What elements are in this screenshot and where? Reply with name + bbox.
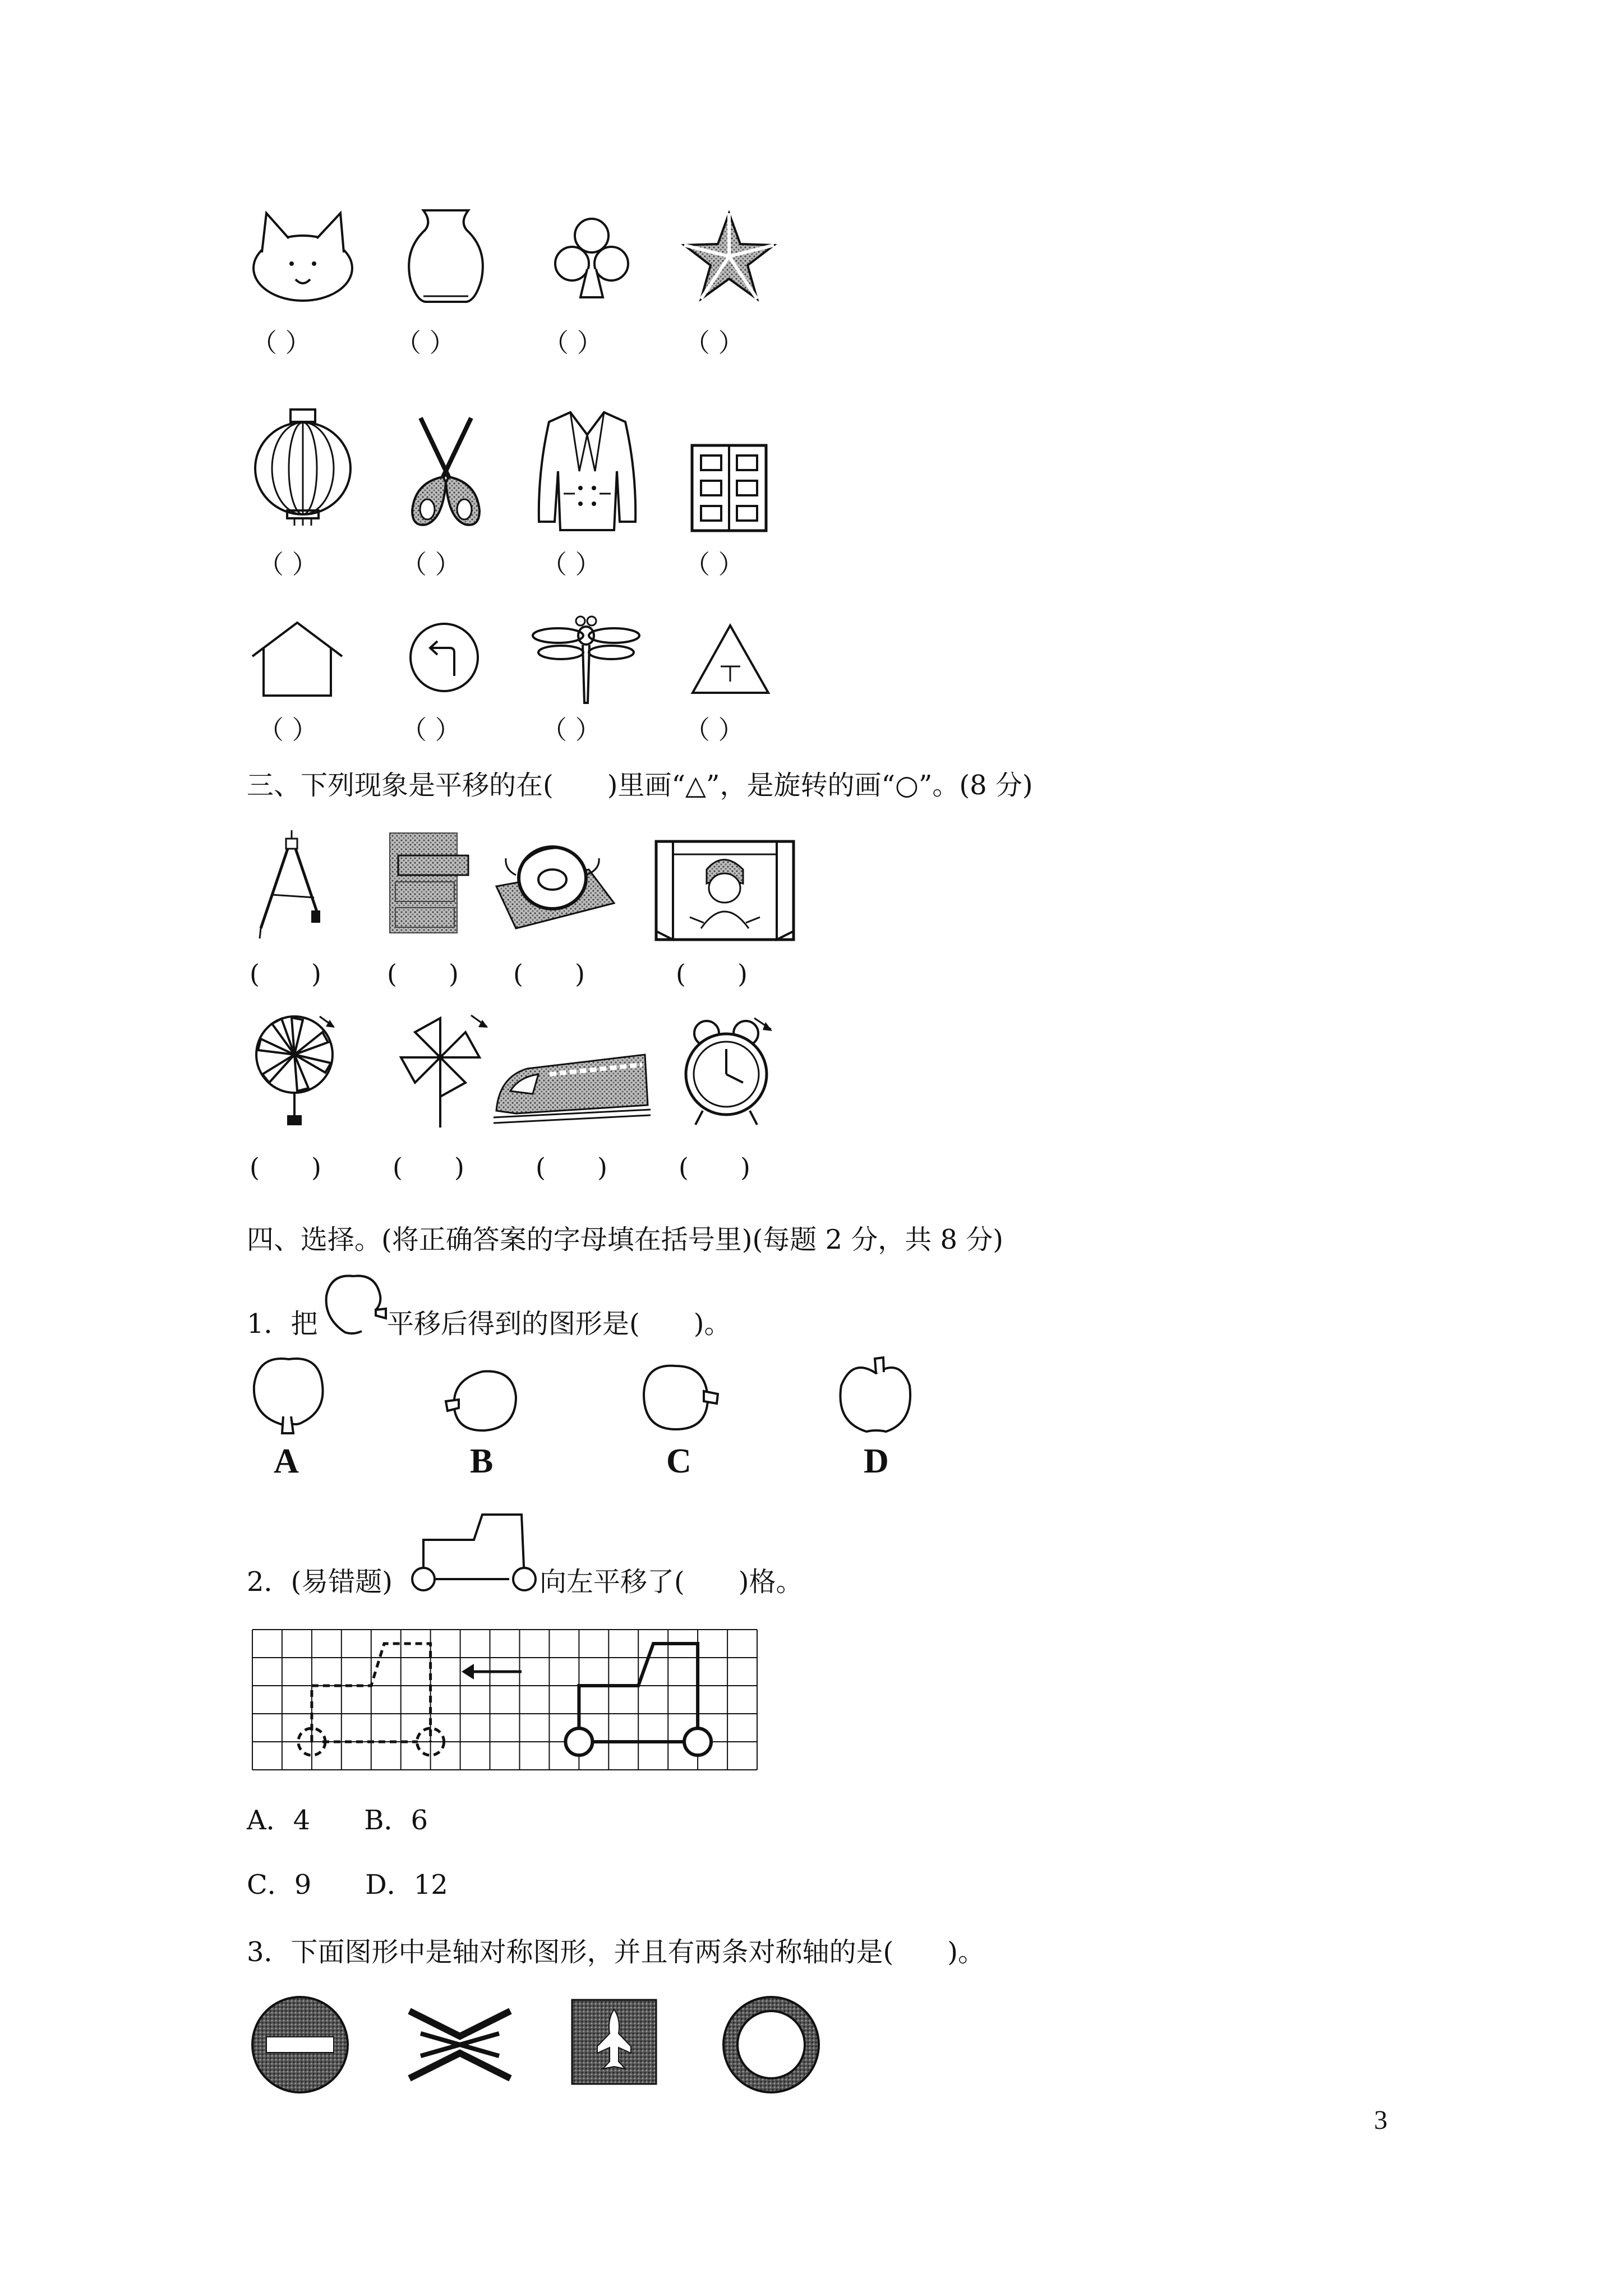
blank[interactable]: ( ) bbox=[536, 1152, 607, 1182]
train-icon bbox=[494, 1043, 651, 1128]
blank[interactable]: （ ） bbox=[684, 549, 744, 579]
blank[interactable]: ( ) bbox=[250, 1152, 321, 1182]
no-entry-sign-icon bbox=[250, 1994, 351, 2095]
pinwheel-star-icon bbox=[681, 210, 777, 303]
item-1-prefix: 1．把 bbox=[247, 1308, 318, 1340]
blank[interactable]: （ ） bbox=[251, 328, 311, 358]
steering-wheel-icon bbox=[494, 836, 617, 931]
item-2-suffix: 向左平移了( )格。 bbox=[540, 1566, 803, 1598]
compass-icon bbox=[255, 827, 328, 940]
fan-icon bbox=[252, 1010, 342, 1128]
ring-sign-icon bbox=[721, 1994, 822, 2095]
drawer-cabinet-icon bbox=[387, 830, 471, 937]
translation-grid bbox=[250, 1627, 763, 1773]
blank[interactable]: （ ） bbox=[401, 715, 461, 745]
blank[interactable]: ( ) bbox=[393, 1152, 464, 1182]
alarm-clock-icon bbox=[681, 1015, 780, 1128]
blank[interactable]: （ ） bbox=[684, 328, 744, 358]
blank[interactable]: ( ) bbox=[679, 1152, 750, 1182]
blank[interactable]: （ ） bbox=[543, 328, 603, 358]
blank[interactable]: ( ) bbox=[250, 959, 321, 989]
item-2-choices-line-1: A．4 B．6 bbox=[247, 1805, 428, 1836]
plane-sign-icon bbox=[569, 1997, 659, 2087]
window-icon bbox=[690, 443, 768, 533]
option-a-label[interactable]: A bbox=[274, 1442, 299, 1480]
scissors-icon bbox=[404, 415, 488, 533]
blank[interactable]: ( ) bbox=[387, 959, 459, 989]
q4-heading: 四、选择。(将正确答案的字母填在括号里)(每题 2 分，共 8 分) bbox=[247, 1224, 1004, 1255]
club-icon bbox=[552, 213, 631, 303]
option-c-apple bbox=[639, 1363, 721, 1433]
blank[interactable]: （ ） bbox=[258, 549, 318, 579]
dragonfly-icon bbox=[530, 614, 642, 707]
option-b-label[interactable]: B bbox=[470, 1442, 494, 1480]
item-1-suffix: 平移后得到的图形是( )。 bbox=[387, 1308, 731, 1340]
blank[interactable]: （ ） bbox=[541, 549, 601, 579]
q3-heading: 三、下列现象是平移的在( )里画“△”，是旋转的画“○”。(8 分) bbox=[247, 770, 1033, 801]
pinwheel-icon bbox=[393, 1010, 494, 1130]
item-3-text: 3．下面图形中是轴对称图形，并且有两条对称轴的是( )。 bbox=[247, 1936, 985, 1968]
window-girl-icon bbox=[651, 839, 799, 942]
item-2-prefix: 2．(易错题) bbox=[247, 1566, 393, 1598]
turn-left-sign-icon bbox=[407, 620, 482, 696]
blank[interactable]: （ ） bbox=[401, 549, 461, 579]
house-icon bbox=[250, 620, 345, 698]
triangle-sign-icon bbox=[690, 623, 771, 696]
blank[interactable]: （ ） bbox=[541, 715, 601, 745]
vase-icon bbox=[404, 208, 488, 309]
car-outline-icon bbox=[409, 1495, 538, 1593]
cat-face-icon bbox=[250, 208, 356, 303]
option-b-apple bbox=[443, 1369, 519, 1433]
crossing-arrows-icon bbox=[404, 2005, 516, 2084]
option-c-label[interactable]: C bbox=[666, 1442, 691, 1480]
option-d-apple bbox=[836, 1352, 917, 1436]
blank[interactable]: ( ) bbox=[676, 959, 748, 989]
blank[interactable]: （ ） bbox=[684, 715, 744, 745]
blank[interactable]: ( ) bbox=[513, 959, 585, 989]
lantern-icon bbox=[252, 407, 353, 527]
page-number: 3 bbox=[1374, 2105, 1387, 2135]
apple-icon bbox=[320, 1271, 387, 1338]
blank[interactable]: （ ） bbox=[395, 328, 455, 358]
blank[interactable]: （ ） bbox=[258, 715, 318, 745]
option-d-label[interactable]: D bbox=[864, 1442, 889, 1480]
item-2-choices-line-2: C．9 D．12 bbox=[247, 1869, 448, 1901]
option-a-apple bbox=[250, 1355, 328, 1436]
jacket-icon bbox=[536, 409, 639, 533]
